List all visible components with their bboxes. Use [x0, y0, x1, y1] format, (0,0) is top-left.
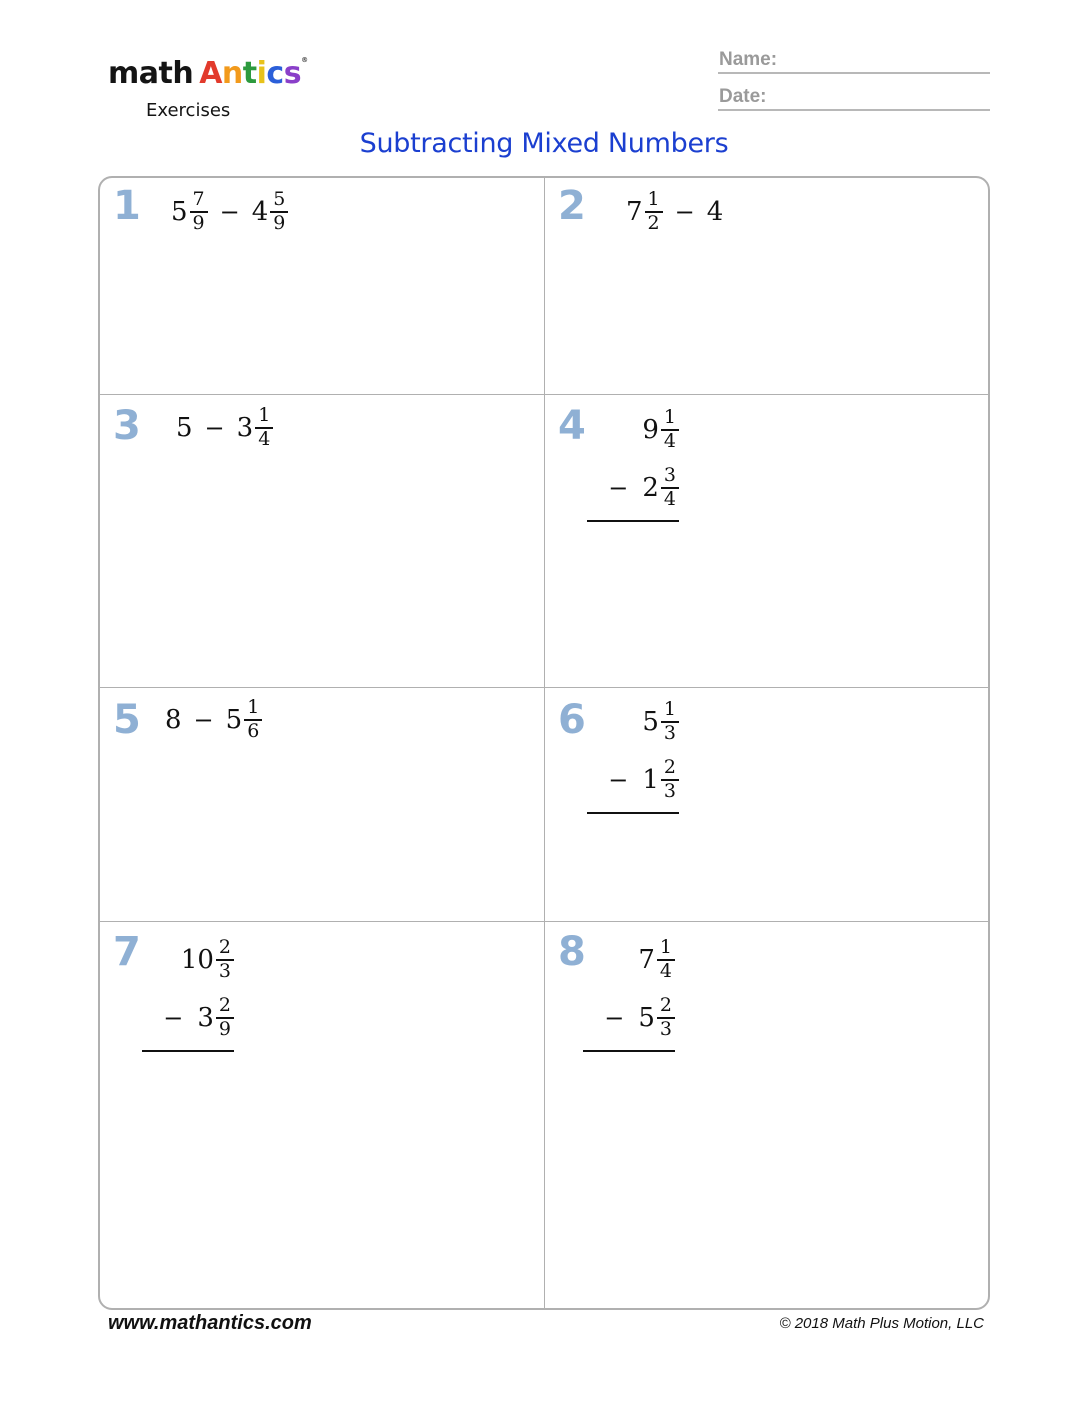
numerator: 5	[270, 190, 288, 213]
denominator: 4	[258, 427, 271, 450]
subtrahend-whole: 5	[638, 1003, 655, 1033]
subtrahend-row	[587, 462, 679, 514]
numerator: 1	[661, 700, 679, 723]
logo-subtitle: Exercises	[146, 100, 231, 121]
subtrahend-fraction	[244, 698, 262, 742]
minuend-fraction	[657, 938, 675, 982]
denominator: 2	[647, 211, 660, 234]
answer-line	[587, 520, 679, 522]
denominator: 4	[663, 430, 676, 452]
numerator: 1	[645, 190, 663, 213]
subtrahend-fraction	[216, 996, 234, 1040]
minuend-fraction	[190, 190, 208, 234]
vertical-problem	[142, 934, 234, 1052]
subtrahend-row	[583, 992, 675, 1044]
logo-letter: A	[199, 56, 222, 91]
numerator: 1	[657, 938, 675, 961]
website-link[interactable]: www.mathantics.com	[108, 1312, 312, 1334]
problem-expression	[165, 698, 262, 742]
minuend-whole: 7	[638, 945, 655, 975]
subtrahend-row	[587, 754, 679, 806]
vertical-problem	[587, 696, 679, 814]
minus-sign: −	[193, 705, 214, 734]
subtrahend-fraction	[270, 190, 288, 234]
registered-mark: ®	[301, 56, 308, 64]
answer-line	[142, 1050, 234, 1052]
minuend-fraction	[661, 700, 679, 744]
problem-number: 5	[113, 697, 141, 743]
minus-sign: −	[163, 1004, 184, 1032]
problem-expression	[176, 406, 273, 450]
answer-line	[583, 1050, 675, 1052]
denominator: 3	[663, 780, 676, 802]
denominator: 3	[659, 1018, 672, 1040]
minuend-whole: 5	[171, 196, 188, 227]
minus-sign: −	[608, 766, 629, 794]
logo-math-text: math	[108, 56, 194, 91]
minus-sign: −	[674, 197, 695, 226]
denominator: 6	[247, 719, 260, 742]
minuend-whole: 5	[642, 707, 659, 737]
vertical-problem	[587, 404, 679, 522]
name-label: Name:	[719, 49, 778, 70]
date-field[interactable]	[718, 85, 990, 111]
numerator: 1	[255, 406, 273, 429]
denominator: 9	[273, 211, 286, 234]
denominator: 9	[218, 1018, 231, 1040]
numerator: 2	[657, 996, 675, 1019]
numerator: 2	[216, 996, 234, 1019]
denominator: 9	[192, 211, 205, 234]
minuend-row	[583, 934, 675, 986]
logo-antics-text	[199, 56, 301, 91]
problem-number: 4	[558, 403, 586, 449]
minus-sign: −	[204, 413, 225, 442]
minuend-whole: 7	[626, 196, 643, 227]
numerator: 7	[190, 190, 208, 213]
problem-expression	[171, 190, 288, 234]
denominator: 3	[218, 960, 231, 982]
grid-divider-row-1	[99, 394, 989, 395]
minuend-row	[587, 404, 679, 456]
vertical-problem	[583, 934, 675, 1052]
subtrahend-fraction	[661, 466, 679, 510]
minus-sign: −	[219, 197, 240, 226]
grid-divider-vertical	[544, 177, 545, 1310]
logo-letter: c	[266, 56, 284, 91]
problem-number: 7	[113, 929, 141, 975]
problem-number: 2	[558, 183, 586, 229]
answer-line	[587, 812, 679, 814]
logo-wordmark	[108, 56, 308, 91]
subtrahend-row	[142, 992, 234, 1044]
minuend-whole: 9	[642, 415, 659, 445]
problem-expression	[626, 190, 723, 234]
numerator: 2	[216, 938, 234, 961]
subtrahend-fraction	[255, 406, 273, 450]
minuend-whole: 8	[165, 704, 182, 735]
minus-sign: −	[608, 474, 629, 502]
numerator: 1	[244, 698, 262, 721]
logo-letter: n	[221, 56, 243, 91]
logo-letter: t	[242, 56, 257, 91]
problem-number: 8	[558, 929, 586, 975]
minuend-row	[142, 934, 234, 986]
math-antics-logo	[108, 56, 308, 126]
numerator: 3	[661, 466, 679, 489]
subtrahend-fraction	[661, 758, 679, 802]
minuend-fraction	[216, 938, 234, 982]
minuend-whole: 5	[176, 412, 193, 443]
denominator: 4	[663, 488, 676, 510]
copyright-notice: © 2018 Math Plus Motion, LLC	[779, 1315, 984, 1332]
logo-letter: s	[283, 56, 302, 91]
name-field[interactable]	[718, 48, 990, 74]
denominator: 3	[663, 722, 676, 744]
grid-divider-row-3	[99, 921, 989, 922]
numerator: 1	[661, 408, 679, 431]
problem-number: 1	[113, 183, 141, 229]
minuend-whole: 10	[180, 945, 214, 975]
grid-divider-row-2	[99, 687, 989, 688]
subtrahend-whole: 4	[251, 196, 269, 227]
minus-sign: −	[604, 1004, 625, 1032]
minuend-fraction	[661, 408, 679, 452]
subtrahend-fraction	[657, 996, 675, 1040]
problem-number: 3	[113, 403, 141, 449]
subtrahend-whole: 5	[225, 704, 243, 735]
subtrahend-whole: 4	[706, 196, 724, 227]
subtrahend-whole: 1	[642, 765, 659, 795]
logo-letter: i	[256, 56, 267, 91]
denominator: 4	[659, 960, 672, 982]
date-label: Date:	[719, 86, 767, 107]
worksheet-title: Subtracting Mixed Numbers	[359, 128, 729, 159]
minuend-row	[587, 696, 679, 748]
subtrahend-whole: 3	[236, 412, 254, 443]
minuend-fraction	[645, 190, 663, 234]
numerator: 2	[661, 758, 679, 781]
problem-number: 6	[558, 697, 586, 743]
subtrahend-whole: 3	[197, 1003, 214, 1033]
subtrahend-whole: 2	[642, 473, 659, 503]
